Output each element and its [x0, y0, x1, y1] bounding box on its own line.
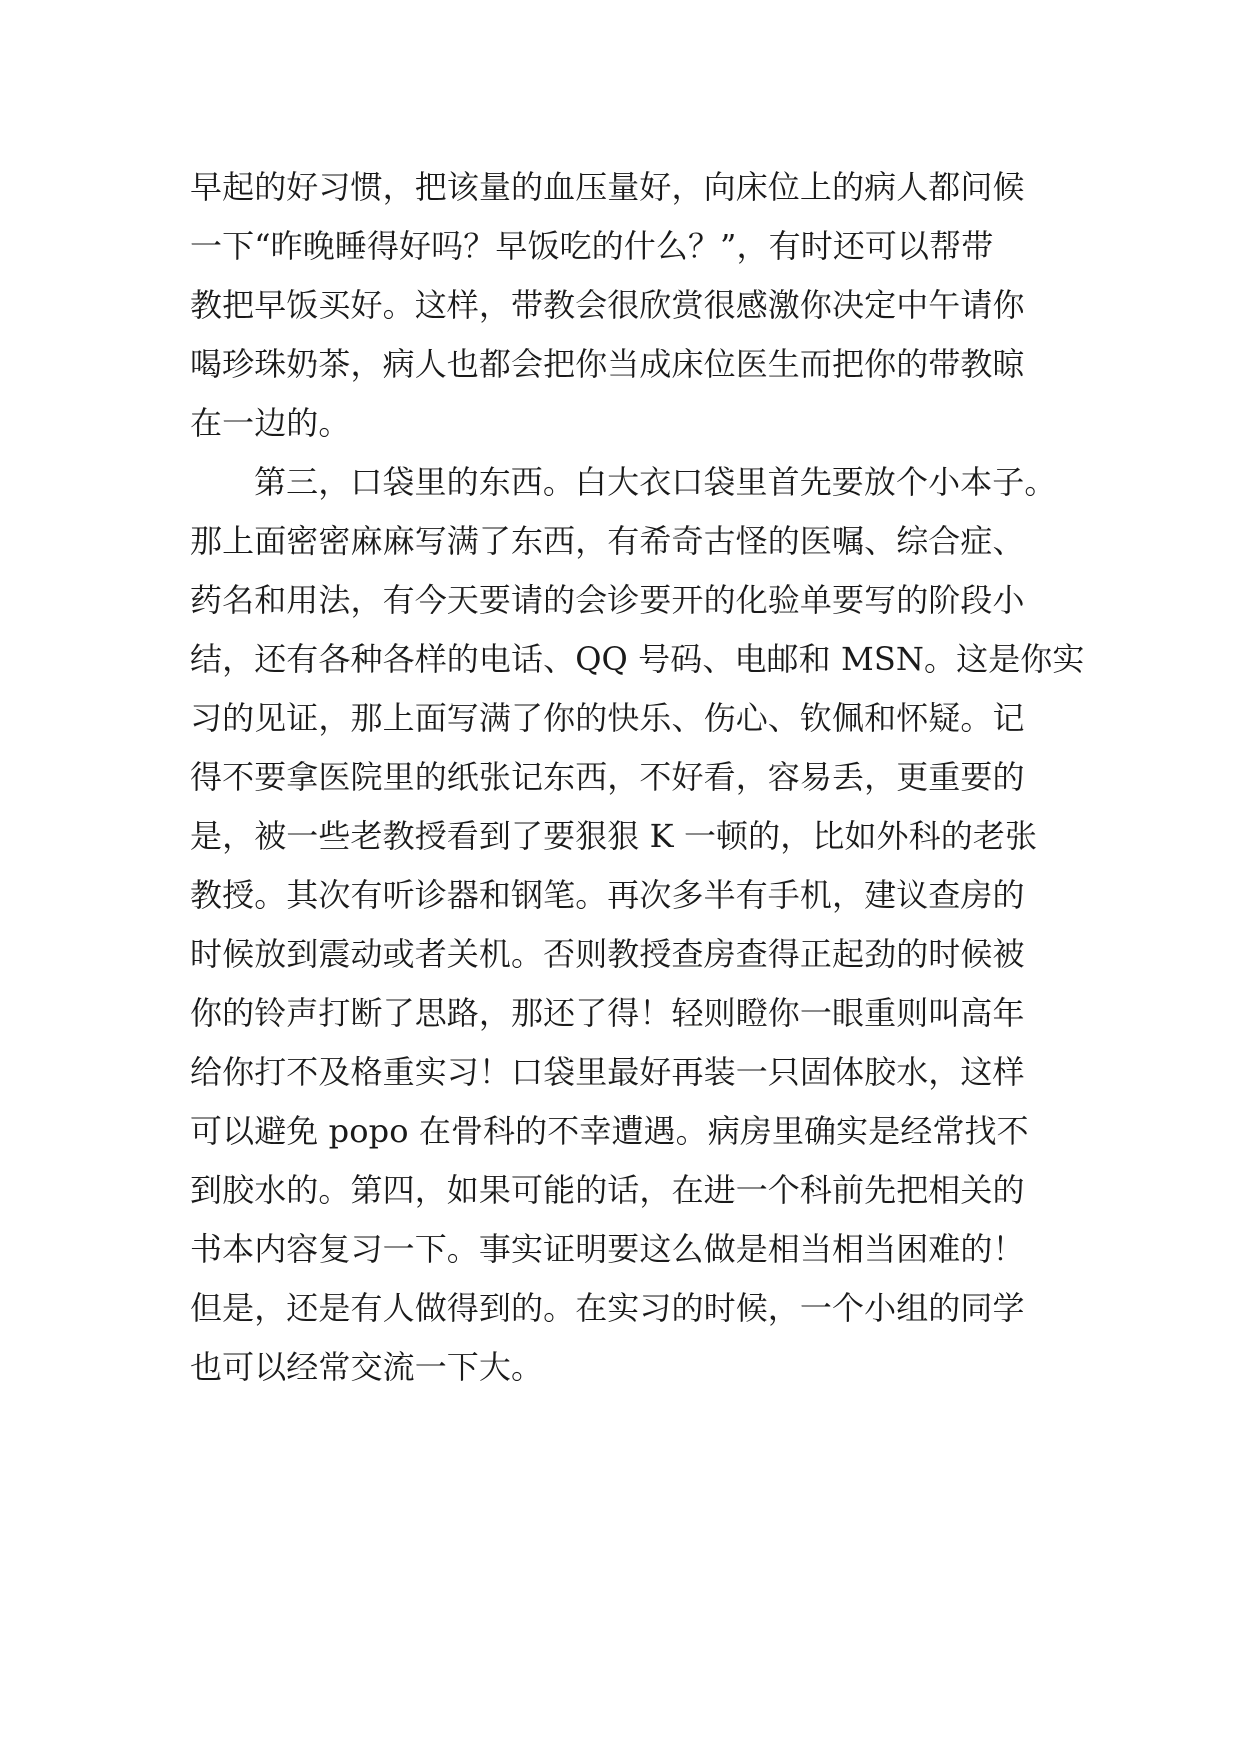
paragraph-2-line-8: 教授。其次有听诊器和钢笔。再次多半有手机，建议查房的 — [190, 876, 1025, 914]
paragraph-1-line-1: 早起的好习惯，把该量的血压量好，向床位上的病人都问候 — [190, 168, 1025, 206]
paragraph-2-line-14: 书本内容复习一下。事实证明要这么做是相当相当困难的！ — [190, 1230, 1025, 1268]
paragraph-2-line-2: 那上面密密麻麻写满了东西，有希奇古怪的医嘱、综合症、 — [190, 522, 1025, 560]
paragraph-2-line-10: 你的铃声打断了思路，那还了得！轻则瞪你一眼重则叫高年 — [190, 994, 1025, 1032]
paragraph-1-line-2: 一下“昨晚睡得好吗？早饭吃的什么？”，有时还可以帮带 — [190, 227, 994, 265]
paragraph-2-line-12: 可以避免 popo 在骨科的不幸遭遇。病房里确实是经常找不 — [190, 1112, 1029, 1150]
document-body — [190, 158, 1085, 1397]
paragraph-2-line-11: 给你打不及格重实习！口袋里最好再装一只固体胶水，这样 — [190, 1053, 1025, 1091]
paragraph-2-line-1: 第三，口袋里的东西。白大衣口袋里首先要放个小本子。 — [254, 463, 1057, 501]
paragraph-2-line-9: 时候放到震动或者关机。否则教授查房查得正起劲的时候被 — [190, 935, 1025, 973]
paragraph-1-line-3: 教把早饭买好。这样，带教会很欣赏很感激你决定中午请你 — [190, 286, 1025, 324]
paragraph-2-line-13: 到胶水的。第四，如果可能的话，在进一个科前先把相关的 — [190, 1171, 1025, 1209]
paragraph-2-line-6: 得不要拿医院里的纸张记东西，不好看，容易丢，更重要的 — [190, 758, 1025, 796]
paragraph-2-line-3: 药名和用法，有今天要请的会诊要开的化验单要写的阶段小 — [190, 581, 1025, 619]
paragraph-2-line-16: 也可以经常交流一下大。 — [190, 1348, 544, 1386]
paragraph-2-line-4: 结，还有各种各样的电话、QQ 号码、电邮和 MSN。这是你实 — [190, 640, 1085, 678]
paragraph-2-line-7: 是，被一些老教授看到了要狠狠 K 一顿的，比如外科的老张 — [190, 817, 1038, 855]
paragraph-1-line-5: 在一边的。 — [190, 404, 351, 442]
paragraph-2-line-5: 习的见证，那上面写满了你的快乐、伤心、钦佩和怀疑。记 — [190, 699, 1025, 737]
paragraph-2-line-15: 但是，还是有人做得到的。在实习的时候，一个小组的同学 — [190, 1289, 1025, 1327]
paragraph-1-line-4: 喝珍珠奶茶，病人也都会把你当成床位医生而把你的带教晾 — [190, 345, 1025, 383]
